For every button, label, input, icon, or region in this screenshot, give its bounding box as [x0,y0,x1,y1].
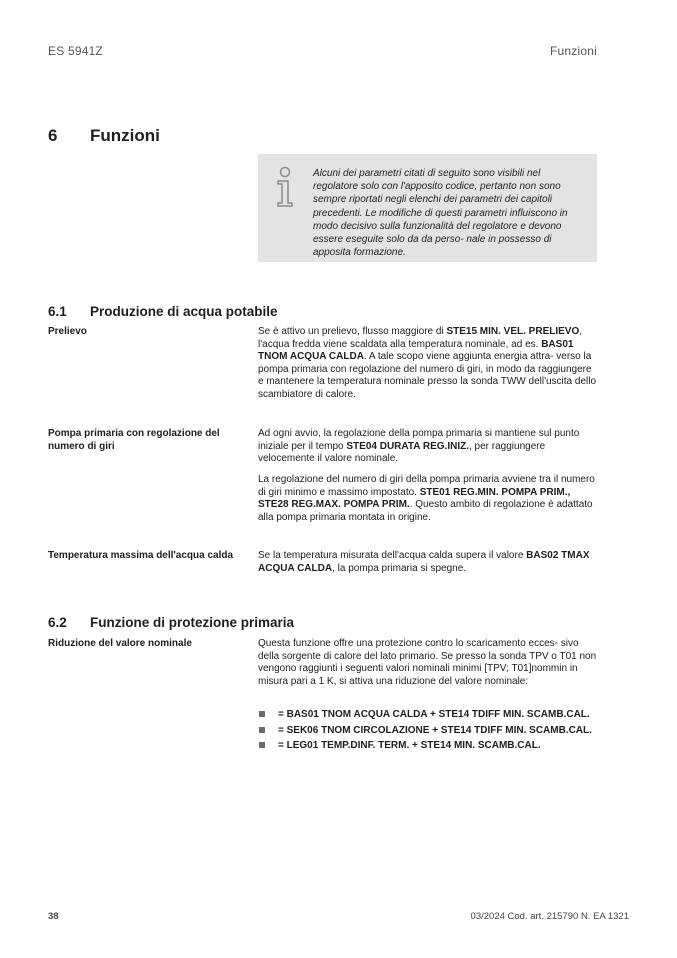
item-label-pompa-primaria: Pompa primaria con regolazione del numero di giri [48,428,220,452]
section-title: Produzione di acqua potabile [90,304,278,319]
item-text-temperatura-massima: Se la temperatura misurata dell'acqua calda supera il valore BAS02 TMAX ACQUA CALDA, la pompa primaria si spegne. [258,550,590,574]
item-text-pompa-primaria-2: La regolazione del numero di giri della pompa primaria avviene tra il numero di giri minimo e massimo impostato. STE01 REG.MIN. POMPA PRIM., STE28 REG.MAX. POMPA PRIM.. Questo ambito di regolazione è adattato alla pompa primaria montata in origine. [258,474,595,523]
info-icon [274,166,296,208]
item-text-prelievo: Se è attivo un prelievo, flusso maggiore di STE15 MIN. VEL. PRELIEVO, l'acqua fredda viene scaldata alla temperatura nominale, ad es. BAS01 TNOM ACQUA CALDA. A tale scopo viene aggiunta energia attra- verso la pompa primaria con regolazione del numero di giri, in modo da raggiungere e mantenere la temperatura nominale presso la sonda TWW dell'uscita dello scambiatore di calore. [258,326,597,400]
page-number: 38 [48,911,59,922]
setpoint-formula-list [258,707,598,754]
footer-info: 03/2024 Cod. art. 215790 N. EA 1321 [470,911,629,922]
section-number: 6.1 [48,304,67,319]
info-note [258,154,597,262]
chapter-number: 6 [48,126,58,145]
list-item: = LEG01 TEMP.DINF. TERM. + STE14 MIN. SCAMB.CAL. [258,738,598,754]
section-number: 6.2 [48,615,67,630]
header-section-name: Funzioni [550,44,597,58]
chapter-title: Funzioni [90,126,160,145]
header-product-code: ES 5941Z [48,44,103,58]
item-label-prelievo: Prelievo [48,326,87,337]
note-text: Alcuni dei parametri citati di seguito sono visibili nel regolatore solo con l'apposito codice, pertanto non sono sempre riportati negli elenchi dei parametri dei capitoli precedenti. Le modifiche di questi parametri influiscono in modo decisivo sulla funzionalità del regolatore e devono essere eseguite solo da da perso- nale in possesso di apposita formazione. [313,168,568,259]
section-title: Funzione di protezione primaria [90,615,295,630]
item-label-temperatura-massima: Temperatura massima dell'acqua calda [48,550,234,561]
list-item: = SEK06 TNOM CIRCOLAZIONE + STE14 TDIFF MIN. SCAMB.CAL. [258,723,598,739]
item-label-riduzione: Riduzione del valore nominale [48,638,192,649]
item-text-riduzione: Questa funzione offre una protezione contro lo scaricamento ecces- sivo della sorgente di calore del lato primario. Se presso la sonda TPV o T01 non vengono raggiunti i seguenti valori nominali minimi [TPV; T01]nommin in misura pari a 1 K, si attiva una riduzione del valore nominale: [258,638,597,687]
item-text-pompa-primaria-1: Ad ogni avvio, la regolazione della pompa primaria si mantiene sul punto iniziale per il tempo STE04 DURATA REG.INIZ., per raggiungere velocemente il valore nominale. [258,428,580,464]
list-item: = BAS01 TNOM ACQUA CALDA + STE14 TDIFF MIN. SCAMB.CAL. [258,707,598,723]
